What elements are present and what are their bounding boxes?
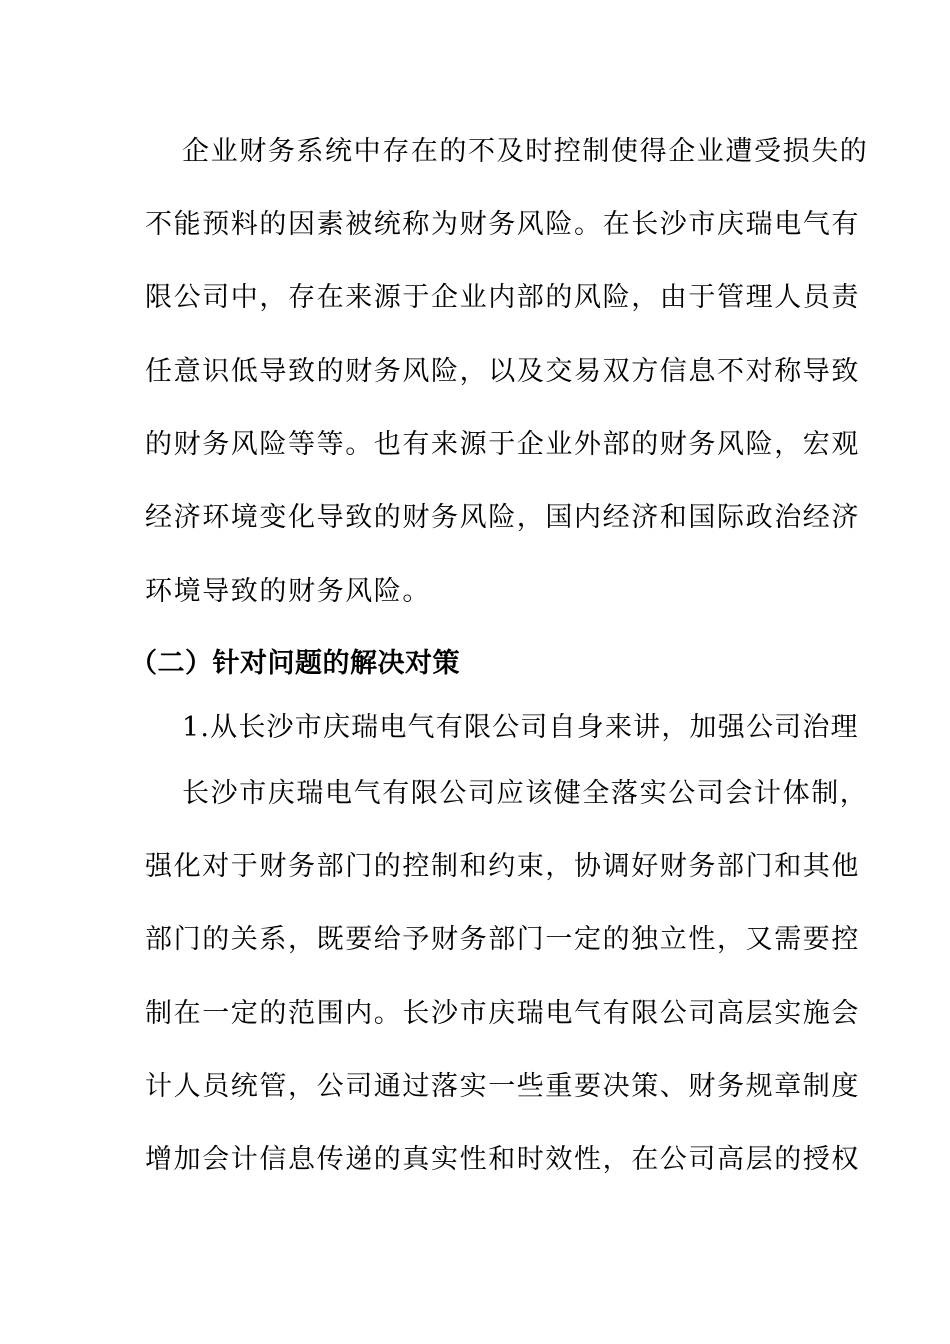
paragraph-2-line-4: 制在一定的范围内。长沙市庆瑞电气有限公司高层实施会 [145, 998, 860, 1029]
paragraph-2-line-3: 部门的关系，既要给予财务部门一定的独立性，又需要控 [145, 924, 860, 955]
paragraph-1-line-3: 限公司中，存在来源于企业内部的风险，由于管理人员责 [145, 282, 860, 313]
paragraph-2-line-5: 计人员统管，公司通过落实一些重要决策、财务规章制度 [145, 1071, 860, 1102]
section-heading: （二）针对问题的解决对策 [130, 648, 460, 679]
paragraph-1-line-5: 的财务风险等等。也有来源于企业外部的财务风险，宏观 [145, 429, 860, 460]
paragraph-1-line-2: 不能预料的因素被统称为财务风险。在长沙市庆瑞电气有 [145, 209, 860, 240]
paragraph-2-line-2: 强化对于财务部门的控制和约束，协调好财务部门和其他 [145, 851, 860, 882]
paragraph-2-line-6: 增加会计信息传递的真实性和时效性，在公司高层的授权 [145, 1144, 860, 1175]
paragraph-1-line-7: 环境导致的财务风险。 [145, 576, 431, 607]
paragraph-1-line-1: 企业财务系统中存在的不及时控制使得企业遭受损失的 [182, 136, 869, 167]
paragraph-2-line-1: 长沙市庆瑞电气有限公司应该健全落实公司会计体制， [182, 778, 869, 809]
paragraph-1-line-4: 任意识低导致的财务风险，以及交易双方信息不对称导致 [145, 356, 860, 387]
subsection-heading: 1.从长沙市庆瑞电气有限公司自身来讲，加强公司治理 [182, 712, 859, 743]
paragraph-1-line-6: 经济环境变化导致的财务风险，国内经济和国际政治经济 [145, 502, 860, 533]
